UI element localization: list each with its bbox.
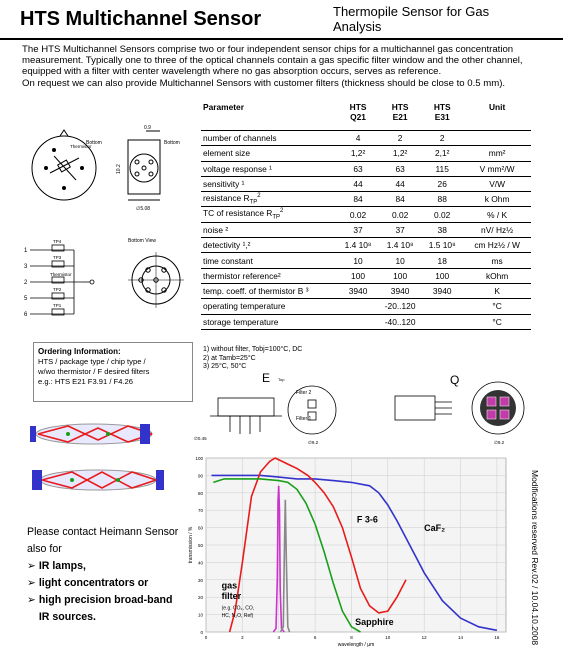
y-tick-label: 20: [197, 595, 203, 601]
y-tick-label: 60: [197, 525, 203, 531]
dim-label: 0.9: [144, 125, 151, 131]
table-row: [201, 299, 531, 314]
param-sup: 2: [257, 193, 261, 200]
table-row: [201, 207, 531, 222]
x-tick-label: 4: [277, 635, 280, 640]
list-item: [27, 592, 178, 609]
tp-label: TP1: [53, 303, 62, 308]
table-header: [201, 102, 531, 122]
package-drawings: [190, 372, 540, 450]
x-tick-label: 0: [204, 635, 208, 640]
intro-paragraph: [22, 44, 542, 89]
value-cell: 37: [379, 222, 421, 237]
table-row: [201, 131, 531, 146]
page-title: HTS Multichannel Sensor: [20, 8, 262, 30]
param-cell: [201, 314, 337, 329]
param-text: detectivity ¹,²: [203, 240, 251, 251]
unit-cell: V/W: [463, 176, 531, 191]
bottom-label: Bottom: [86, 140, 102, 146]
y-tick-label: 0: [200, 630, 203, 635]
list-item: [27, 575, 178, 592]
value-cell: 100: [379, 268, 421, 283]
list-item: [27, 558, 178, 575]
value-cell: 10: [379, 253, 421, 268]
unit-cell: °C: [463, 314, 531, 329]
gas-label: gas: [221, 580, 238, 591]
list-item-text: IR sources.: [38, 611, 96, 623]
col-header-e31: [421, 102, 463, 122]
unit-cell: k Ohm: [463, 192, 531, 207]
caf2-label: CaF₂: [424, 523, 446, 534]
value-cell: 44: [379, 176, 421, 191]
pin-label: 5: [24, 296, 28, 302]
param-cell: [201, 238, 337, 253]
table-row: [201, 283, 531, 298]
unit-cell: V mm²/W: [463, 161, 531, 176]
param-cell: [201, 146, 337, 161]
footnote: 3) 25°C, 50°C: [203, 363, 247, 370]
spec-table: [201, 102, 531, 330]
value-cell: 10: [337, 253, 379, 268]
arrow-icon: ➢: [27, 577, 39, 589]
col-header-bottom: Q21: [350, 112, 366, 122]
value-cell: 38: [421, 222, 463, 237]
package-q-top: [472, 382, 524, 434]
package-q-label: Q: [450, 373, 460, 387]
value-cell: 1,2²: [379, 146, 421, 161]
value-cell: 84: [337, 192, 379, 207]
col-header-top: HTS: [433, 102, 451, 112]
param-text: noise ²: [203, 224, 229, 235]
filter-label: Filter 2: [296, 390, 312, 396]
package-e-side: [210, 398, 282, 434]
table-row: [201, 268, 531, 283]
y-tick-label: 40: [197, 560, 203, 566]
ordering-line: HTS / package type / chip type /: [38, 357, 146, 366]
light-path-1: [30, 424, 152, 444]
value-cell: 1.4 10⁸: [337, 238, 379, 253]
contact-list: [27, 558, 178, 626]
x-tick-label: 12: [421, 635, 427, 640]
transmission-chart: [180, 452, 520, 648]
list-item: [27, 609, 178, 626]
tp-label: TP4: [53, 239, 62, 244]
value-cell: 3940: [337, 283, 379, 298]
value-cell: -20..120: [337, 299, 463, 314]
param-cell: [201, 192, 337, 207]
dim-label: ∅0.45: [194, 436, 207, 441]
filter-label: filter: [221, 590, 242, 601]
optical-path-illustrations: [28, 418, 188, 510]
value-cell: 2: [421, 131, 463, 146]
param-text: operating temperature: [203, 301, 286, 312]
dim-label: ∅5.08: [136, 206, 151, 212]
param-text: TC of resistance R: [203, 208, 273, 219]
y-tick-label: 100: [195, 456, 203, 461]
tp-label: TP3: [53, 255, 62, 260]
dim-label: ∅9.2: [494, 440, 505, 445]
x-tick-label: 14: [458, 635, 464, 640]
filter-label: Filter 1: [296, 416, 312, 422]
value-cell: 1.5 10⁸: [421, 238, 463, 253]
arrow-icon: ➢: [27, 594, 39, 606]
ordering-title: Ordering Information:: [38, 347, 121, 356]
unit-cell: K: [463, 283, 531, 298]
revision-note: Modifications reserved Rev.02 / 10.04.10.2008: [530, 470, 540, 646]
table-row: [201, 146, 531, 161]
param-text: number of channels: [203, 133, 277, 144]
unit-cell: cm Hz½ / W: [463, 238, 531, 253]
intro-line: equipped with a filter with center wavelength where no gas absorption occurs, serves as reference.: [22, 66, 442, 78]
value-cell: 100: [421, 268, 463, 283]
col-header-bottom: E31: [434, 112, 450, 122]
pin-label: 3: [24, 264, 28, 270]
unit-cell: kOhm: [463, 268, 531, 283]
ordering-line: e.g.: HTS E21 F3.91 / F4.26: [38, 377, 133, 386]
param-cell: [201, 176, 337, 191]
value-cell: 0.02: [337, 207, 379, 222]
table-footnotes: [203, 346, 302, 372]
param-cell: [201, 253, 337, 268]
param-sub: TP: [249, 199, 258, 206]
sapphire-label: Sapphire: [355, 617, 394, 628]
col-header-parameter: Parameter: [203, 102, 244, 112]
bottom-view: [128, 238, 184, 308]
package-q-side: [395, 396, 452, 420]
value-cell: 84: [379, 192, 421, 207]
table-row: [201, 238, 531, 253]
ordering-info-box: [33, 342, 193, 402]
intro-line: measurement. Typically one to three of the optical channels contain a gas specific filter window and the other channel,: [22, 55, 523, 67]
footnote: 2) at Tamb=25°C: [203, 354, 256, 362]
value-cell: 88: [421, 192, 463, 207]
page-subtitle: [333, 4, 533, 34]
thermistor-label: Thermistor: [70, 144, 92, 149]
thermistor-label: Thermistor: [50, 272, 72, 277]
footnote: 1) without filter, Tobj=100°C, DC: [203, 346, 303, 353]
value-cell: 115: [421, 161, 463, 176]
col-header-q21: [337, 102, 379, 122]
intro-line: The HTS Multichannel Sensors comprise two or four independent sensor chips for a multichannel gas concentration: [22, 44, 514, 55]
param-cell: [201, 161, 337, 176]
unit-cell: nV/ Hz½: [463, 222, 531, 237]
param-cell: [201, 268, 337, 283]
table-row: [201, 176, 531, 191]
table-row: [201, 161, 531, 176]
list-item-text: high precision broad-band: [38, 594, 173, 606]
gas-examples-label: (e.g. CO₂, CO,: [221, 605, 255, 612]
arrow-icon: ➢: [27, 560, 39, 572]
unit-cell: °C: [463, 299, 531, 314]
value-cell: 3940: [421, 283, 463, 298]
side-view: [116, 125, 180, 212]
value-cell: 37: [337, 222, 379, 237]
param-text: thermistor reference²: [203, 270, 281, 281]
ordering-line: w/wo thermistor / F desired filters: [38, 367, 150, 376]
title-divider: [0, 38, 563, 40]
param-text: element size: [203, 148, 251, 159]
package-e-label: E: [262, 372, 271, 385]
bottom-label: Bottom: [164, 140, 180, 146]
col-header-e21: [379, 102, 421, 122]
y-tick-label: 70: [197, 508, 203, 514]
x-axis-label: wavelength / µm: [337, 642, 375, 648]
value-cell: 18: [421, 253, 463, 268]
param-cell: [201, 299, 337, 314]
light-path-2: [32, 470, 164, 490]
value-cell: 100: [337, 268, 379, 283]
table-row: [201, 253, 531, 268]
unit-cell: mm²: [463, 146, 531, 161]
param-text: sensitivity ¹: [203, 179, 245, 190]
pin-label: 6: [24, 312, 28, 318]
pin-label: 1: [24, 248, 28, 254]
x-tick-label: 16: [494, 635, 500, 640]
table-row: [201, 314, 531, 329]
value-cell: 44: [337, 176, 379, 191]
value-cell: 0.02: [379, 207, 421, 222]
x-tick-label: 8: [350, 635, 353, 640]
bottom-view-label: Bottom View: [128, 238, 156, 244]
param-sup: 2: [280, 208, 284, 215]
value-cell: 63: [337, 161, 379, 176]
y-tick-label: 80: [197, 490, 203, 496]
col-header-top: HTS: [349, 102, 367, 112]
param-cell: [201, 283, 337, 298]
col-header-top: HTS: [391, 102, 409, 112]
param-text: temp. coeff. of thermistor B ³: [203, 286, 309, 297]
y-tick-label: 50: [197, 543, 203, 548]
list-item-text: IR lamps,: [38, 560, 86, 572]
y-axis-label: transmission / %: [188, 526, 194, 564]
table-row: [201, 222, 531, 237]
pin-label: 2: [24, 280, 28, 286]
tp-label: TP2: [53, 287, 62, 292]
param-text: storage temperature: [203, 316, 279, 327]
x-tick-label: 6: [313, 635, 317, 640]
value-cell: 1.4 10⁸: [379, 238, 421, 253]
list-item-text: light concentrators or: [38, 577, 149, 589]
col-header-bottom: E21: [392, 112, 408, 122]
subtitle-line-2: Analysis: [333, 19, 382, 34]
subtitle-line-1: Thermopile Sensor for Gas: [333, 4, 490, 19]
x-tick-label: 10: [385, 635, 391, 640]
x-tick-label: 2: [241, 635, 244, 640]
y-tick-label: 90: [197, 473, 203, 479]
value-cell: 0.02: [421, 207, 463, 222]
contact-section: [27, 524, 178, 626]
value-cell: 26: [421, 176, 463, 191]
param-text: time constant: [203, 255, 253, 266]
param-text: resistance R: [203, 193, 250, 203]
dim-label: ∅9.2: [308, 440, 319, 445]
param-sub: TP: [272, 214, 281, 221]
param-text: voltage response ¹: [203, 163, 272, 174]
y-tick-label: 30: [197, 577, 203, 583]
value-cell: 2,1²: [421, 146, 463, 161]
unit-cell: % / K: [463, 207, 531, 222]
table-row: [201, 192, 531, 207]
top-label: Top: [278, 377, 285, 382]
sensor-drawings: [24, 118, 200, 340]
col-header-unit: Unit: [488, 102, 506, 112]
value-cell: 2: [379, 131, 421, 146]
gas-examples-label: HC, N₂O, Ref): [221, 613, 254, 620]
pin-schematic: [24, 239, 94, 318]
y-tick-label: 10: [197, 612, 203, 618]
contact-line: Please contact Heimann Sensor: [27, 526, 179, 538]
value-cell: 4: [337, 131, 379, 146]
dim-label: 10.2: [116, 164, 122, 174]
unit-cell: ms: [463, 253, 531, 268]
param-cell: [201, 131, 337, 146]
f36-label: F 3-6: [356, 514, 378, 525]
unit-cell: [463, 131, 531, 146]
intro-line: On request we can also provide Multichannel Sensors with customer filters (thickness should be close to 0.5 mm).: [22, 77, 506, 89]
param-cell: [201, 207, 337, 222]
value-cell: 3940: [379, 283, 421, 298]
value-cell: -40..120: [337, 314, 463, 329]
contact-line: also for: [27, 543, 62, 555]
value-cell: 63: [379, 161, 421, 176]
value-cell: 1,2²: [337, 146, 379, 161]
param-cell: [201, 222, 337, 237]
